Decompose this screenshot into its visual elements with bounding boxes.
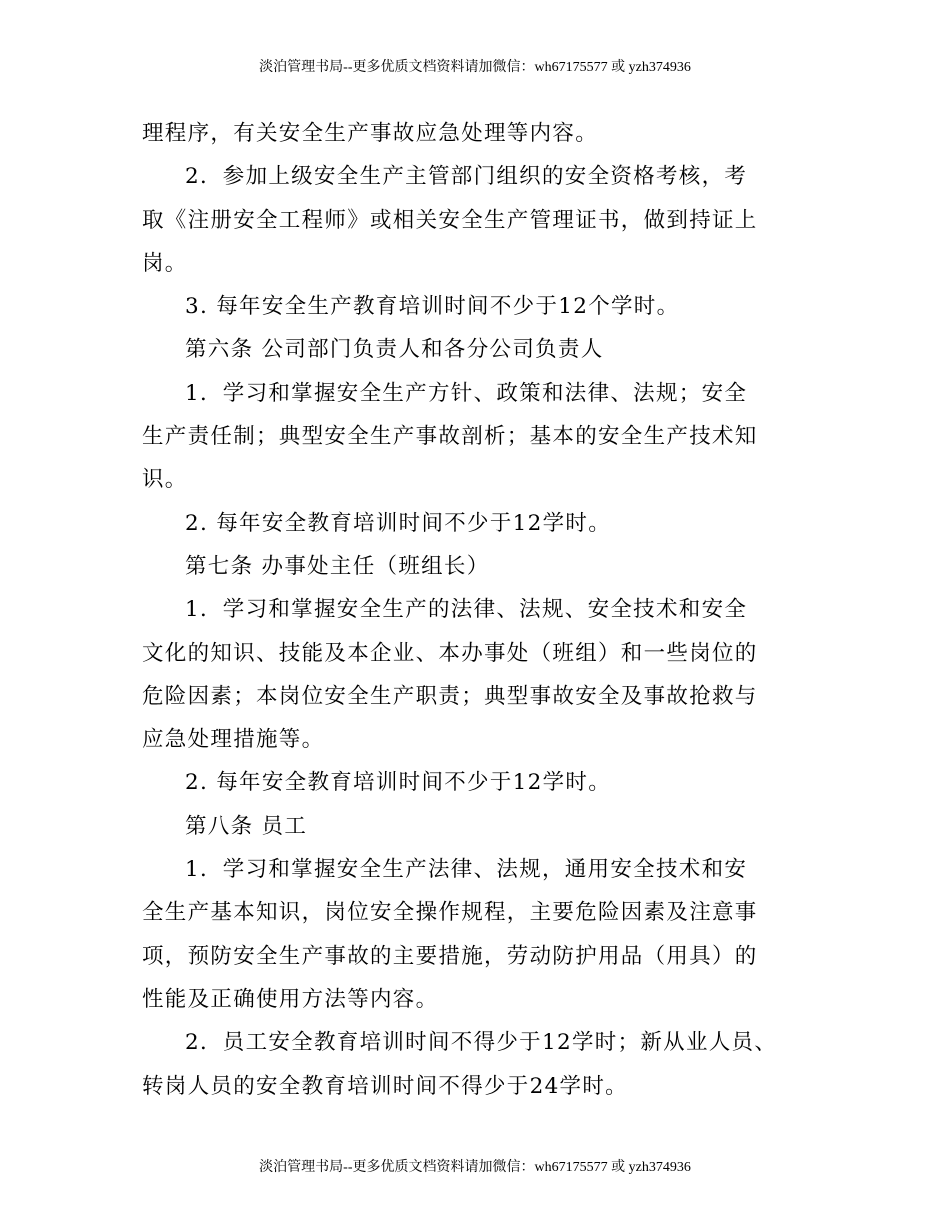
text-line: 文化的知识、技能及本企业、本办事处（班组）和一些岗位的	[142, 640, 758, 666]
page-footer: 淡泊管理书局--更多优质文档资料请加微信：wh67175577 或 yzh374936	[259, 1160, 691, 1175]
text-line: 取《注册安全工程师》或相关安全生产管理证书，做到持证上	[142, 207, 758, 233]
text-line: 应急处理措施等。	[142, 727, 325, 753]
text-line: 2. 每年安全教育培训时间不少于12学时。	[185, 510, 612, 536]
page-header: 淡泊管理书局--更多优质文档资料请加微信：wh67175577 或 yzh374936	[259, 60, 691, 75]
text-line: 项，预防安全生产事故的主要措施，劳动防护用品（用具）的	[142, 943, 758, 969]
text-line: 2．参加上级安全生产主管部门组织的安全资格考核，考	[185, 164, 748, 190]
text-line: 2. 每年安全教育培训时间不少于12学时。	[185, 770, 612, 796]
text-line: 危险因素；本岗位安全生产职责；典型事故安全及事故抢救与	[142, 683, 758, 709]
text-line: 1．学习和掌握安全生产方针、政策和法律、法规；安全	[185, 380, 748, 406]
document-body	[142, 112, 822, 1108]
text-line: 1．学习和掌握安全生产法律、法规，通用安全技术和安	[185, 857, 748, 883]
section-heading: 第七条 办事处主任（班组长）	[185, 553, 490, 579]
text-line: 生产责任制；典型安全生产事故剖析；基本的安全生产技术知	[142, 424, 758, 450]
text-line: 2．员工安全教育培训时间不得少于12学时；新从业人员、	[185, 1030, 778, 1056]
text-line: 性能及正确使用方法等内容。	[142, 986, 439, 1012]
text-line: 全生产基本知识，岗位安全操作规程，主要危险因素及注意事	[142, 900, 758, 926]
text-line: 识。	[142, 467, 188, 493]
section-heading: 第六条 公司部门负责人和各分公司负责人	[185, 337, 604, 363]
text-line: 理程序，有关安全生产事故应急处理等内容。	[142, 121, 599, 146]
text-line: 3. 每年安全生产教育培训时间不少于12个学时。	[185, 294, 680, 320]
text-line: 1．学习和掌握安全生产的法律、法规、安全技术和安全	[185, 597, 748, 623]
text-line: 转岗人员的安全教育培训时间不得少于24学时。	[142, 1073, 628, 1099]
text-line: 岗。	[142, 250, 188, 276]
section-heading: 第八条 员工	[185, 813, 308, 839]
